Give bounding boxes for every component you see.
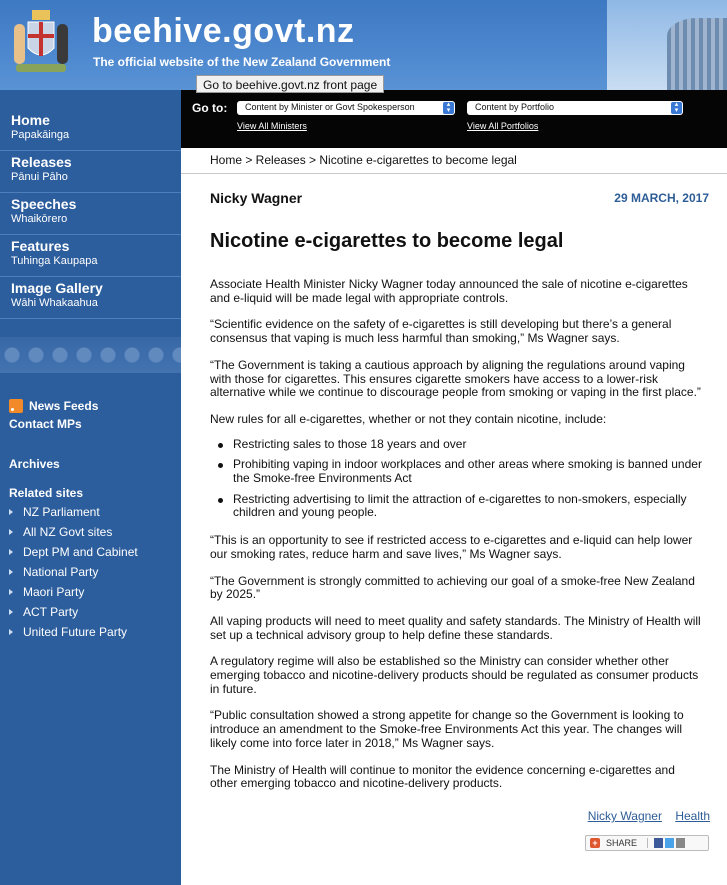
rss-icon <box>9 399 23 413</box>
arrow-right-icon <box>9 529 13 535</box>
sidebar-item-home[interactable] <box>0 109 181 151</box>
release-date: 29 MARCH, 2017 <box>614 191 709 205</box>
related-site-item[interactable] <box>8 622 138 642</box>
share-button[interactable] <box>585 835 709 851</box>
archives-link[interactable]: Archives <box>9 457 60 471</box>
related-site-item[interactable] <box>8 542 138 562</box>
article-paragraph: All vaping products will need to meet quality and safety standards. The Ministry of Health will set up a technical advisory group to help define these standards. <box>210 613 701 642</box>
related-site-item[interactable] <box>8 522 138 542</box>
related-site-label: All NZ Govt sites <box>23 525 113 539</box>
nav-sublabel: Papakāinga <box>11 129 70 141</box>
article-paragraph: “The Government is taking a cautious approach by aligning the regulations around vaping with those for cigarettes. This ensures cigarette smokers have access to a lower-risk alternative while we continue to discourage people from smoking or vaping in the first place.” <box>210 357 701 400</box>
divider <box>181 173 727 174</box>
share-label: SHARE <box>606 838 638 848</box>
article-body <box>210 278 705 804</box>
facebook-icon[interactable] <box>654 838 663 848</box>
related-site-label: Dept PM and Cabinet <box>23 545 138 559</box>
contact-mps-label: Contact MPs <box>9 417 82 431</box>
sidebar <box>0 90 181 885</box>
nav-sublabel: Pānui Pāho <box>11 171 68 183</box>
article-paragraph: A regulatory regime will also be established so the Ministry can consider whether other emerging tobacco and nicotine-delivery products should be regulated as consumer products in future. <box>210 654 699 696</box>
arrow-right-icon <box>9 569 13 575</box>
sidebar-item-image-gallery[interactable] <box>0 277 181 319</box>
related-site-item[interactable] <box>8 582 138 602</box>
arrow-right-icon <box>9 629 13 635</box>
news-feeds-link[interactable] <box>9 397 98 415</box>
minister-select[interactable] <box>237 101 455 115</box>
related-site-item[interactable] <box>8 562 138 582</box>
tag-link-minister[interactable]: Nicky Wagner <box>587 809 662 823</box>
list-item: Restricting advertising to limit the attraction of e-cigarettes to non-smokers, especially children and young people. <box>210 493 705 520</box>
arrow-right-icon <box>9 549 13 555</box>
arrow-right-icon <box>9 589 13 595</box>
breadcrumb[interactable]: Home > Releases > Nicotine e-cigarettes to become legal <box>210 153 517 167</box>
article-tags <box>578 809 710 823</box>
related-site-item[interactable] <box>8 602 138 622</box>
nav-label: Image Gallery <box>11 280 103 296</box>
sidebar-item-releases[interactable] <box>0 151 181 193</box>
page-title: Nicotine e-cigarettes to become legal <box>210 230 564 252</box>
goto-label: Go to: <box>192 101 228 115</box>
related-sites-list <box>8 502 138 642</box>
portfolio-select[interactable] <box>467 101 683 115</box>
related-site-label: United Future Party <box>23 625 128 639</box>
portfolio-select-value: Content by Portfolio <box>475 102 555 112</box>
sidebar-item-speeches[interactable] <box>0 193 181 235</box>
sidebar-nav <box>0 109 181 319</box>
chevron-updown-icon: ▴ ▾ <box>671 102 682 114</box>
sidebar-item-features[interactable] <box>0 235 181 277</box>
nav-label: Speeches <box>11 196 77 212</box>
article-paragraph: The Ministry of Health will continue to monitor the evidence concerning e-cigarettes and other emerging tobacco and nicotine-delivery products. <box>210 762 675 791</box>
article-paragraph: “This is an opportunity to see if restricted access to e-cigarettes and e-liquid can help lower our smoking rates, reduce harm and save lives,” Ms Wagner says. <box>210 533 693 561</box>
arrow-right-icon <box>9 609 13 615</box>
minister-select-value: Content by Minister or Govt Spokesperson <box>245 102 415 112</box>
feeds-block <box>9 397 98 433</box>
minister-name: Nicky Wagner <box>210 190 303 206</box>
goto-bar <box>181 90 727 148</box>
view-all-portfolios-link[interactable]: View All Portfolios <box>467 121 539 131</box>
nav-label: Features <box>11 238 70 254</box>
nav-sublabel: Wāhi Whakaahua <box>11 297 98 309</box>
news-feeds-label: News Feeds <box>29 399 99 413</box>
site-subtitle: The official website of the New Zealand Government <box>93 55 391 69</box>
divider <box>647 838 648 848</box>
front-page-tooltip: Go to beehive.govt.nz front page <box>196 75 384 93</box>
related-site-label: ACT Party <box>23 605 79 619</box>
article-paragraph: “Public consultation showed a strong appetite for change so the Government is looking to introduce an amendment to the Smoke-free Environments Act this year. The changes will likely come into force later in 2018,” Ms Wagner says. <box>210 708 684 750</box>
article-paragraph: “The Government is strongly committed to achieving our goal of a smoke-free New Zealand by 2025.” <box>210 573 695 602</box>
nav-label: Releases <box>11 154 72 170</box>
contact-mps-link[interactable] <box>9 415 98 433</box>
koru-pattern-divider <box>0 337 181 373</box>
article-paragraph: Associate Health Minister Nicky Wagner today announced the sale of nicotine e-cigarettes and e-liquid will be made legal with appropriate controls. <box>210 277 688 305</box>
nav-label: Home <box>11 112 50 128</box>
related-site-label: NZ Parliament <box>23 505 100 519</box>
nz-coat-of-arms-icon[interactable] <box>10 8 72 76</box>
nav-sublabel: Tuhinga Kaupapa <box>11 255 98 267</box>
rules-list <box>210 438 705 521</box>
list-item: Restricting sales to those 18 years and over <box>210 438 705 452</box>
article-paragraph: New rules for all e-cigarettes, whether or not they contain nicotine, include: <box>210 411 607 426</box>
article-content <box>181 148 727 885</box>
twitter-icon[interactable] <box>665 838 674 848</box>
list-item: Prohibiting vaping in indoor workplaces and other areas where smoking is banned under the Smoke-free Environments Act <box>210 458 705 485</box>
email-icon[interactable] <box>676 838 685 848</box>
site-title[interactable]: beehive.govt.nz <box>92 12 355 50</box>
beehive-building-image <box>667 18 727 90</box>
related-site-item[interactable] <box>8 502 138 522</box>
chevron-updown-icon: ▴ ▾ <box>443 102 454 114</box>
related-site-label: Maori Party <box>23 585 85 599</box>
plus-icon: + <box>590 838 600 848</box>
related-sites-heading: Related sites <box>9 486 84 500</box>
article-paragraph: “Scientific evidence on the safety of e-cigarettes is still developing but there’s a general consensus that vaping is much less harmful than smoking,” Ms Wagner says. <box>210 317 672 346</box>
nav-sublabel: Whaikōrero <box>11 213 68 225</box>
view-all-ministers-link[interactable]: View All Ministers <box>237 121 307 131</box>
arrow-right-icon <box>9 509 13 515</box>
related-site-label: National Party <box>23 565 99 579</box>
tag-link-portfolio[interactable]: Health <box>675 809 710 823</box>
